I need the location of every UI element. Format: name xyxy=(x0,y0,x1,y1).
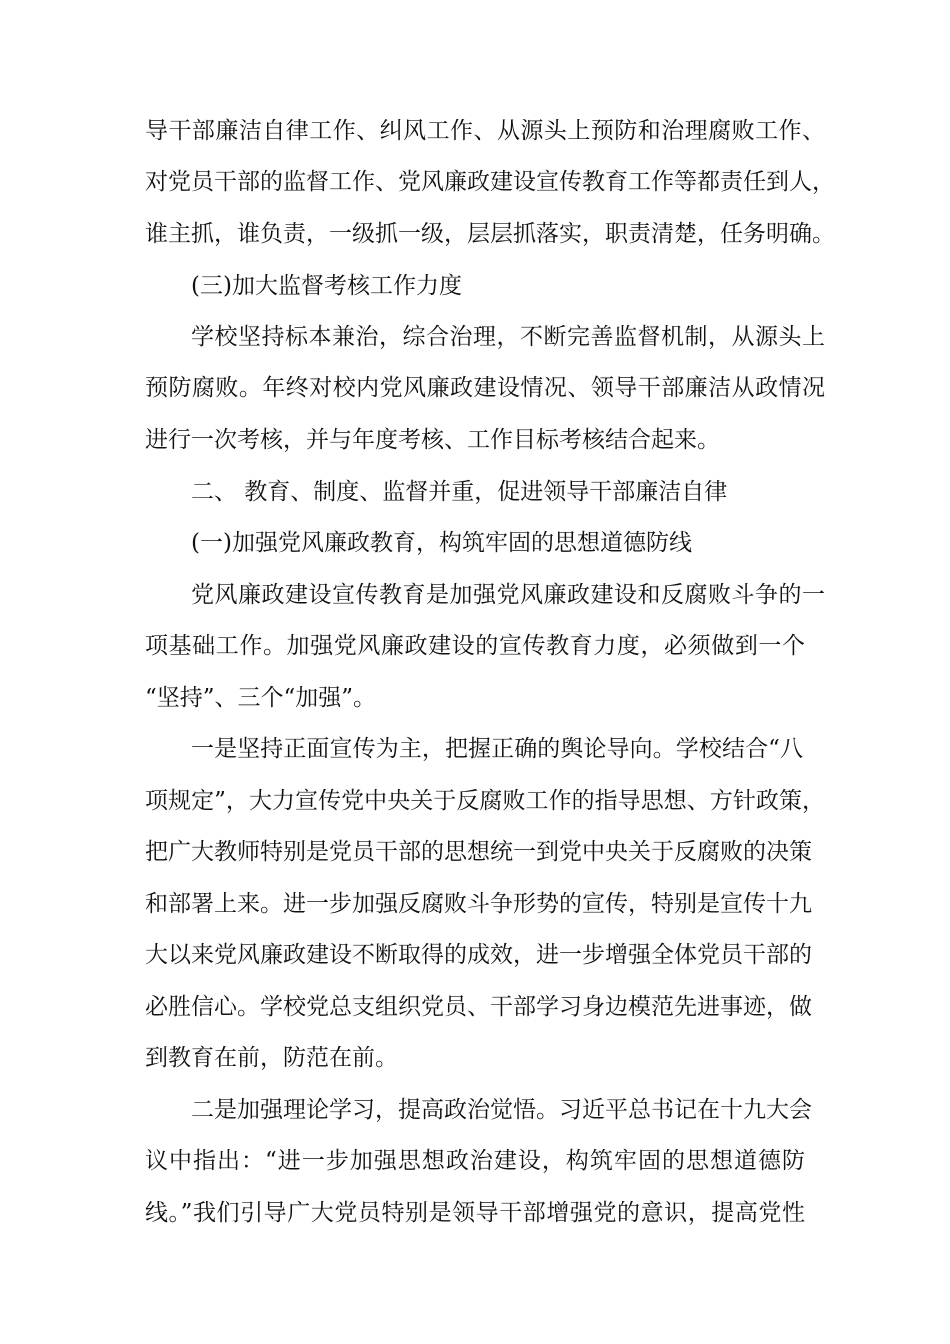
text-line: 项规定”，大力宣传党中央关于反腐败工作的指导思想、方针政策， xyxy=(145,788,825,814)
text-line: 必胜信心。学校党总支组织党员、干部学习身边模范先进事迹，做 xyxy=(145,994,812,1020)
section-heading: (三)加大监督考核工作力度 xyxy=(191,273,462,299)
text-line: 进行一次考核，并与年度考核、工作目标考核结合起来。 xyxy=(145,427,720,453)
text-line: 和部署上来。进一步加强反腐败斗争形势的宣传，特别是宣传十九 xyxy=(145,891,812,917)
text-line: 把广大教师特别是党员干部的思想统一到党中央关于反腐败的决策 xyxy=(145,839,812,865)
text-line: 导干部廉洁自律工作、纠风工作、从源头上预防和治理腐败工作、 xyxy=(145,118,825,144)
text-line: 议中指出：“进一步加强思想政治建设，构筑牢固的思想道德防 xyxy=(145,1148,805,1174)
text-line: “坚持”、三个“加强”。 xyxy=(145,685,377,711)
text-line: 大以来党风廉政建设不断取得的成效，进一步增强全体党员干部的 xyxy=(145,942,812,968)
text-line: 预防腐败。年终对校内党风廉政建设情况、领导干部廉洁从政情况 xyxy=(145,375,825,401)
text-line: 二是加强理论学习，提高政治觉悟。习近平总书记在十九大会 xyxy=(191,1097,812,1123)
text-line: 到教育在前，防范在前。 xyxy=(145,1045,398,1071)
chapter-heading: 二、 教育、制度、监督并重，促进领导干部廉洁自律 xyxy=(191,479,728,505)
text-line: 学校坚持标本兼治，综合治理，不断完善监督机制，从源头上 xyxy=(191,324,825,350)
text-line: 线。”我们引导广大党员特别是领导干部增强党的意识，提高党性 xyxy=(145,1200,805,1226)
text-line: 对党员干部的监督工作、党风廉政建设宣传教育工作等都责任到人， xyxy=(145,169,835,195)
text-line: 谁主抓，谁负责，一级抓一级，层层抓落实，职责清楚，任务明确。 xyxy=(145,221,835,247)
section-heading: (一)加强党风廉政教育，构筑牢固的思想道德防线 xyxy=(191,530,692,556)
text-line: 一是坚持正面宣传为主，把握正确的舆论导向。学校结合“八 xyxy=(191,736,803,762)
text-line: 项基础工作。加强党风廉政建设的宣传教育力度，必须做到一个 xyxy=(145,633,805,659)
text-line: 党风廉政建设宣传教育是加强党风廉政建设和反腐败斗争的一 xyxy=(191,582,825,608)
